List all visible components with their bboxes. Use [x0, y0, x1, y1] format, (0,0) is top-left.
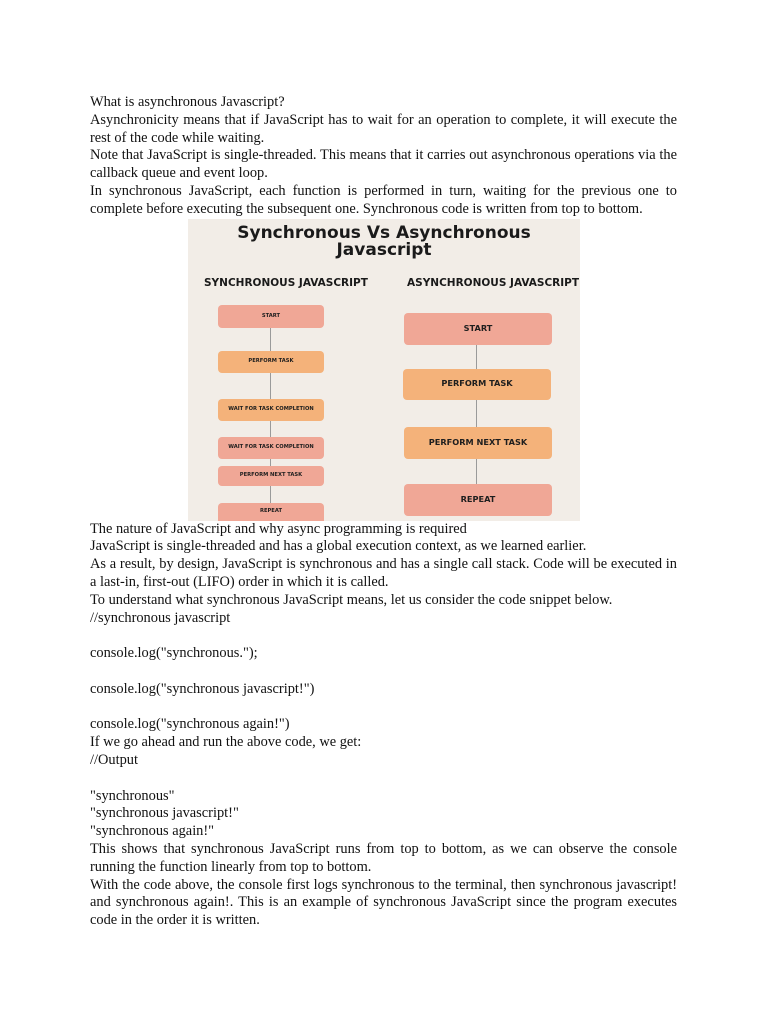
sync-step: REPEAT [218, 503, 324, 521]
heading: What is asynchronous Javascript? [90, 94, 285, 110]
blank-line [90, 699, 677, 717]
output-line: "synchronous javascript!" [90, 805, 239, 822]
paragraph: Asynchronicity means that if JavaScript has to wait for an operation to complete, it will execute the rest of the code while waiting. [90, 111, 677, 146]
sync-vs-async-illustration [188, 219, 580, 521]
paragraph: In synchronous JavaScript, each function is performed in turn, waiting for the previous one to complete before executing the subsequent one. Synchronous code is written from top to bottom. [90, 182, 677, 217]
paragraph: To understand what synchronous JavaScript means, let us consider the code snippet below. [90, 591, 613, 608]
output-comment: //Output [90, 751, 138, 768]
paragraph: With the code above, the console first logs synchronous to the terminal, then synchronous javascript! and synchronous again!. This is an example of synchronous JavaScript since the program executes code in the order it is written. [90, 876, 677, 929]
sync-column-heading: SYNCHRONOUS JAVASCRIPT [204, 276, 368, 289]
paragraph: This shows that synchronous JavaScript runs from top to bottom, as we can observe the console running the function linearly from top to bottom. [90, 840, 677, 875]
sync-step: WAIT FOR TASK COMPLETION [218, 399, 324, 421]
code-comment: //synchronous javascript [90, 609, 231, 626]
figure-title: Synchronous Vs Asynchronous Javascript [237, 222, 531, 261]
code-line: console.log("synchronous javascript!") [90, 680, 315, 697]
sync-step: START [218, 305, 324, 328]
blank-line [90, 663, 677, 681]
paragraph: The nature of JavaScript and why async programming is required [90, 520, 467, 537]
sync-step: WAIT FOR TASK COMPLETION [218, 437, 324, 459]
paragraph: JavaScript is single-threaded and has a global execution context, as we learned earlier. [90, 538, 587, 555]
async-step: PERFORM NEXT TASK [404, 427, 552, 459]
document-content [90, 94, 677, 930]
async-column-heading: ASYNCHRONOUS JAVASCRIPT [407, 276, 580, 289]
paragraph: As a result, by design, JavaScript is synchronous and has a single call stack. Code will be executed in a last-in, first-out (LIFO) order in which it is called. [90, 556, 677, 590]
paragraph: If we go ahead and run the above code, we get: [90, 734, 362, 751]
async-flow-line [476, 345, 477, 495]
async-step: START [404, 313, 552, 345]
sync-step: PERFORM NEXT TASK [218, 466, 324, 486]
output-line: "synchronous" [90, 787, 175, 804]
sync-step: PERFORM TASK [218, 351, 324, 373]
blank-line [90, 627, 677, 645]
code-line: console.log("synchronous again!") [90, 716, 290, 733]
paragraph: Note that JavaScript is single-threaded. This means that it carries out asynchronous operations via the callback queue and event loop. [90, 147, 677, 182]
async-step: REPEAT [404, 484, 552, 516]
figure-container [90, 219, 677, 521]
output-line: "synchronous again!" [90, 823, 215, 840]
blank-line [90, 770, 677, 788]
code-line: console.log("synchronous."); [90, 645, 258, 662]
async-step: PERFORM TASK [403, 369, 551, 400]
